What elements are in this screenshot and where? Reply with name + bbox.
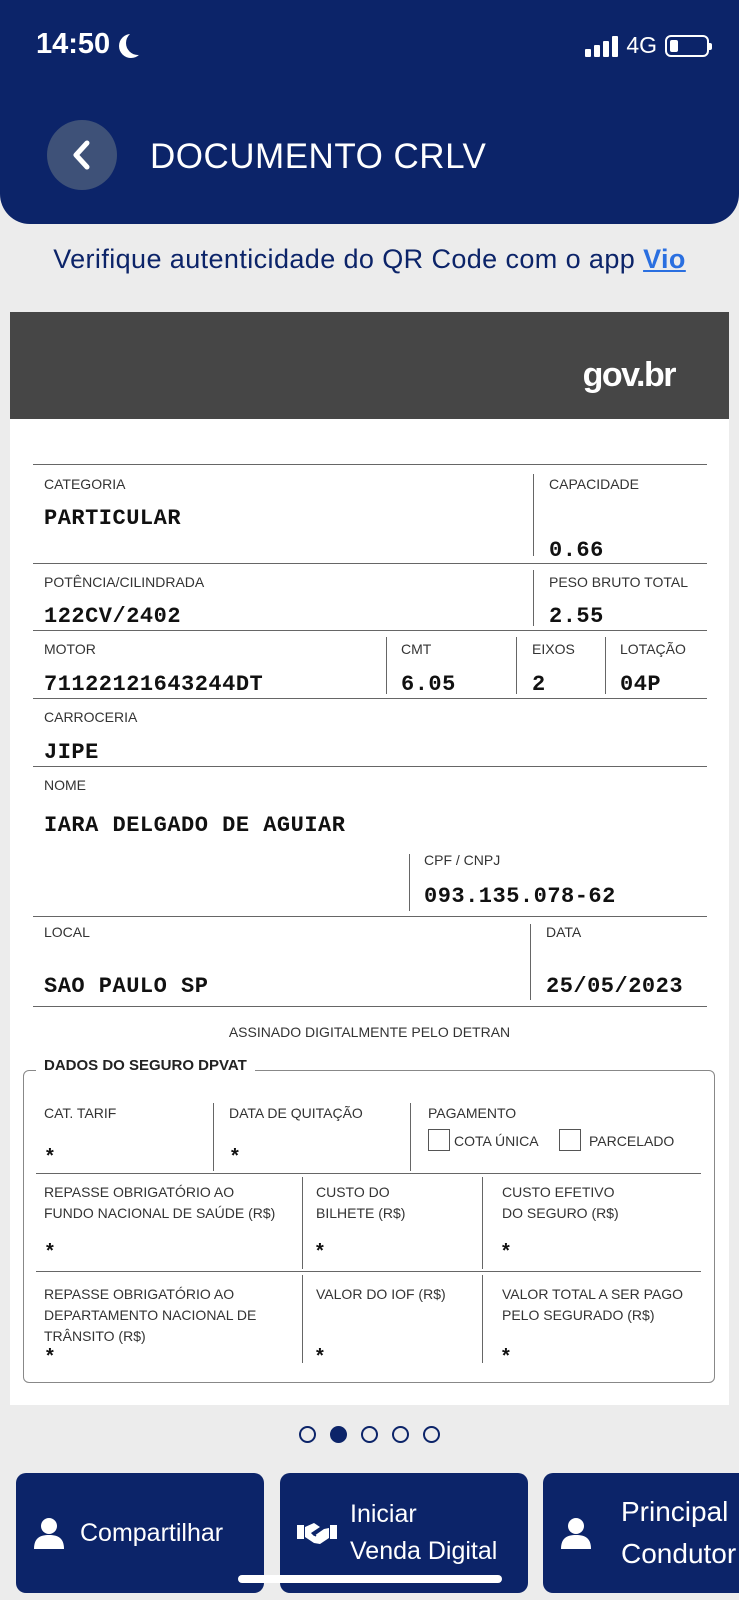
local-value: SAO PAULO SP [44, 974, 209, 999]
chevron-left-icon [69, 140, 95, 170]
custo-bilhete-value: * [316, 1240, 324, 1262]
custo-efetivo-value: * [502, 1240, 510, 1262]
repasse-transito-label: REPASSE OBRIGATÓRIO AO DEPARTAMENTO NACIONAL DE TRÂNSITO (R$) [44, 1286, 257, 1344]
categoria-label: CATEGORIA [44, 476, 126, 492]
divider [33, 563, 707, 564]
custo-efetivo-label: CUSTO EFETIVO DO SEGURO (R$) [502, 1184, 619, 1221]
peso-value: 2.55 [549, 604, 604, 629]
digital-sale-label: Iniciar Venda Digital [350, 1500, 498, 1565]
repasse-saude-value: * [46, 1240, 54, 1262]
cota-unica-checkbox[interactable] [428, 1129, 450, 1151]
lotacao-label: LOTAÇÃO [620, 641, 686, 657]
page-dot[interactable] [392, 1426, 409, 1443]
cpf-label: CPF / CNPJ [424, 852, 501, 868]
divider [33, 698, 707, 699]
signal-icon [585, 35, 618, 57]
battery-icon [665, 35, 709, 57]
divider [33, 766, 707, 767]
potencia-value: 122CV/2402 [44, 604, 182, 629]
divider [533, 474, 534, 556]
handshake-icon [296, 1519, 338, 1547]
eixos-label: EIXOS [532, 641, 575, 657]
divider [33, 916, 707, 917]
local-label: LOCAL [44, 924, 90, 940]
categoria-value: PARTICULAR [44, 506, 182, 531]
divider [530, 924, 531, 1000]
divider [302, 1275, 303, 1363]
data-quitacao-value: * [231, 1145, 239, 1167]
divider [33, 630, 707, 631]
motor-value: 71122121643244DT [44, 672, 264, 697]
divider [386, 637, 387, 694]
repasse-transito-value: * [46, 1345, 54, 1367]
divider [33, 464, 707, 465]
home-indicator[interactable] [238, 1575, 502, 1583]
carroceria-value: JIPE [44, 740, 99, 765]
page-dot[interactable] [361, 1426, 378, 1443]
cat-tarif-value: * [46, 1145, 54, 1167]
repasse-saude-label: REPASSE OBRIGATÓRIO AO FUNDO NACIONAL DE SAÚDE (R$) [44, 1184, 276, 1221]
nome-value: IARA DELGADO DE AGUIAR [44, 813, 346, 838]
dpvat-section [23, 1057, 715, 1383]
data-value: 25/05/2023 [546, 974, 684, 999]
divider [605, 637, 606, 694]
cpf-value: 093.135.078-62 [424, 884, 616, 909]
capacidade-value: 0.66 [549, 538, 604, 563]
custo-bilhete-label: CUSTO DO BILHETE (R$) [316, 1184, 406, 1221]
govbr-logo: gov.br [582, 356, 675, 394]
dpvat-title: DADOS DO SEGURO DPVAT [36, 1057, 255, 1074]
cmt-label: CMT [401, 641, 432, 657]
divider [516, 637, 517, 694]
divider [36, 1271, 701, 1272]
data-quitacao-label: DATA DE QUITAÇÃO [229, 1105, 363, 1121]
signed-notice: ASSINADO DIGITALMENTE PELO DETRAN [228, 1024, 511, 1040]
cmt-value: 6.05 [401, 672, 456, 697]
divider [533, 570, 534, 626]
page-indicator [0, 1426, 739, 1443]
parcelado-label: PARCELADO [589, 1133, 675, 1149]
eixos-value: 2 [532, 672, 546, 697]
page-dot[interactable] [299, 1426, 316, 1443]
carroceria-label: CARROCERIA [44, 709, 138, 725]
page-dot[interactable] [423, 1426, 440, 1443]
back-button[interactable] [47, 120, 117, 190]
page-title: DOCUMENTO CRLV [150, 137, 487, 176]
cota-unica-label: COTA ÚNICA [454, 1133, 539, 1149]
divider [482, 1275, 483, 1363]
divider [409, 854, 410, 911]
status-time: 14:50 [36, 28, 140, 61]
document-banner [10, 312, 729, 419]
divider [410, 1103, 411, 1171]
data-label: DATA [546, 924, 582, 940]
main-driver-button[interactable] [543, 1473, 739, 1593]
person-icon [32, 1516, 66, 1550]
potencia-label: POTÊNCIA/CILINDRADA [44, 574, 205, 590]
main-driver-label: Principal Condutor [621, 1496, 737, 1569]
divider [213, 1103, 214, 1171]
valor-iof-label: VALOR DO IOF (R$) [316, 1286, 446, 1302]
person-icon [559, 1516, 593, 1550]
capacidade-label: CAPACIDADE [549, 476, 639, 492]
vio-app-link[interactable]: Vio [643, 244, 686, 274]
valor-iof-value: * [316, 1345, 324, 1367]
divider [482, 1177, 483, 1269]
motor-label: MOTOR [44, 641, 96, 657]
crlv-document [10, 312, 729, 1405]
network-type: 4G [626, 32, 657, 58]
page-dot-active[interactable] [330, 1426, 347, 1443]
moon-icon [126, 31, 150, 55]
status-indicators [585, 32, 709, 59]
valor-total-label: VALOR TOTAL A SER PAGO PELO SEGURADO (R$) [502, 1286, 684, 1323]
pagamento-label: PAGAMENTO [428, 1105, 517, 1121]
nome-label: NOME [44, 777, 86, 793]
valor-total-value: * [502, 1345, 510, 1367]
share-label: Compartilhar [80, 1518, 224, 1547]
share-button[interactable] [16, 1473, 264, 1593]
cat-tarif-label: CAT. TARIF [44, 1105, 117, 1121]
divider [302, 1177, 303, 1269]
divider [33, 1006, 707, 1007]
peso-label: PESO BRUTO TOTAL [549, 574, 689, 590]
divider [36, 1173, 701, 1174]
verify-qr-hint: Verifique autenticidade do QR Code com o app Vio [53, 244, 686, 274]
app-header [0, 0, 739, 224]
parcelado-checkbox[interactable] [559, 1129, 581, 1151]
lotacao-value: 04P [620, 672, 662, 697]
